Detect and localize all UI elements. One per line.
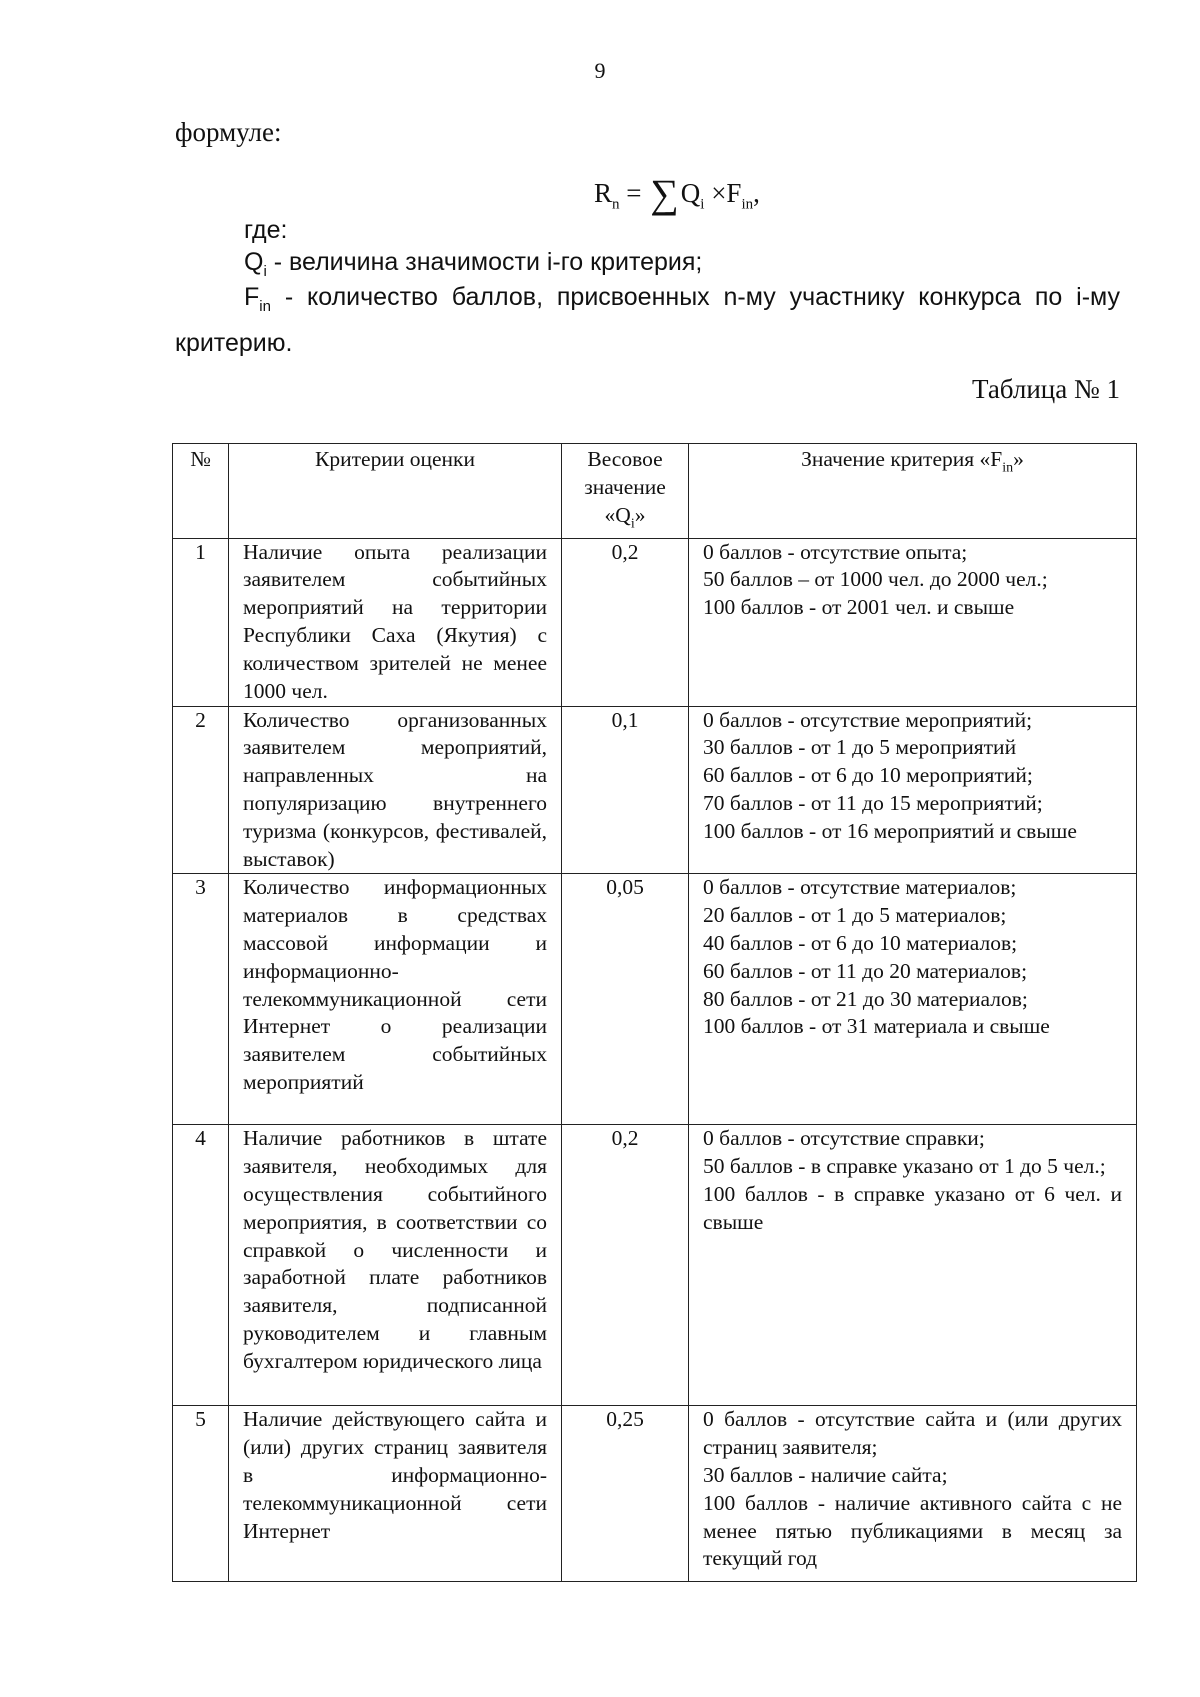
score-line: 70 баллов - от 11 до 15 мероприятий; <box>703 791 1043 816</box>
formula <box>594 170 760 217</box>
score-line: 50 баллов – от 1000 чел. до 2000 чел.; <box>703 567 1048 592</box>
table-header-row <box>173 444 1137 539</box>
row-number: 3 <box>173 874 229 1125</box>
definition-f-sub: in <box>259 298 271 315</box>
criteria-table <box>172 443 1137 1582</box>
row-criterion: Наличие опыта реализации заявителем событийных мероприятий на территории Республики Саха (Якутия) с количеством зрителей не менее 1000 чел. <box>229 538 562 706</box>
row-weight: 0,05 <box>562 874 689 1125</box>
formula-lhs: R <box>594 178 613 208</box>
table-row <box>173 874 1137 1125</box>
score-line: 30 баллов - наличие сайта; <box>703 1463 948 1488</box>
formula-f: F <box>726 178 742 208</box>
header-value <box>689 444 1137 539</box>
definition-q-symbol: Q <box>244 248 264 276</box>
row-scores <box>689 1406 1137 1582</box>
row-number: 2 <box>173 706 229 874</box>
definition-q-sub: i <box>263 263 267 280</box>
row-weight: 0,1 <box>562 706 689 874</box>
score-line: 60 баллов - от 6 до 10 мероприятий; <box>703 763 1033 788</box>
row-number: 5 <box>173 1406 229 1582</box>
score-line: 0 баллов - отсутствие материалов; <box>703 875 1017 900</box>
header-criterion: Критерии оценки <box>229 444 562 539</box>
formula-times: × <box>711 178 727 208</box>
header-weight-close: » <box>634 502 646 527</box>
row-scores <box>689 1125 1137 1406</box>
row-weight: 0,25 <box>562 1406 689 1582</box>
row-scores <box>689 874 1137 1125</box>
row-criterion: Наличие действующего сайта и (или) других страниц заявителя в информационно-телекоммуникационной сети Интернет <box>229 1406 562 1582</box>
score-line: 100 баллов - от 16 мероприятий и свыше <box>703 818 1077 843</box>
row-number: 1 <box>173 538 229 706</box>
score-line: 0 баллов - отсутствие сайта и (или других страниц заявителя; <box>703 1407 1122 1460</box>
row-scores <box>689 706 1137 874</box>
row-criterion: Количество организованных заявителем мероприятий, направленных на популяризацию внутреннего туризма (конкурсов, фестивалей, выставок) <box>229 706 562 874</box>
row-scores <box>689 538 1137 706</box>
row-criterion: Наличие работников в штате заявителя, необходимых для осуществления событийного мероприятия, в соответствии со справкой о численности и заработной плате работников заявителя, подписанной руководителем и главным бухгалтером юридического лица <box>229 1125 562 1406</box>
where-line: где: <box>244 216 288 244</box>
score-line: 30 баллов - от 1 до 5 мероприятий <box>703 735 1017 760</box>
definition-f-text: - количество баллов, присвоенных n-му участнику конкурса по i-му критерию. <box>175 283 1120 357</box>
intro-word: формуле: <box>175 117 282 147</box>
score-line: 0 баллов - отсутствие опыта; <box>703 539 968 564</box>
score-line: 100 баллов - в справке указано от 6 чел. и свыше <box>703 1182 1122 1234</box>
header-value-text: Значение критерия «F <box>801 447 1003 471</box>
row-weight: 0,2 <box>562 538 689 706</box>
formula-sigma: ∑ <box>650 171 679 216</box>
row-criterion: Количество информационных материалов в средствах массовой информации и информационно-телекоммуникационной сети Интернет о реализации заявителем событийных мероприятий <box>229 874 562 1125</box>
row-weight: 0,2 <box>562 1125 689 1406</box>
score-line: 100 баллов - от 31 материала и свыше <box>703 1014 1050 1039</box>
header-value-close: » <box>1013 447 1024 471</box>
formula-trail: , <box>753 178 760 208</box>
table-row <box>173 1406 1137 1582</box>
definition-q-text: - величина значимости i-го критерия; <box>266 248 703 276</box>
score-line: 100 баллов - от 2001 чел. и свыше <box>703 595 1015 620</box>
header-value-sub: in <box>1002 460 1014 476</box>
header-number: № <box>173 444 229 539</box>
table-row <box>173 706 1137 874</box>
score-line: 80 баллов - от 21 до 30 материалов; <box>703 986 1028 1011</box>
table-caption: Таблица № 1 <box>972 374 1120 404</box>
table-row <box>173 538 1137 706</box>
page-number: 9 <box>594 58 606 83</box>
formula-lhs-sub: n <box>612 196 620 213</box>
header-weight <box>562 444 689 539</box>
definition-f-symbol: F <box>244 283 260 311</box>
formula-f-sub: in <box>741 196 754 213</box>
row-number: 4 <box>173 1125 229 1406</box>
score-line: 40 баллов - от 6 до 10 материалов; <box>703 931 1018 956</box>
definition-f <box>175 279 1120 361</box>
formula-q: Q <box>680 178 701 208</box>
header-weight-text: Весовое значение «Q <box>584 447 666 527</box>
header-weight-sub: i <box>630 515 635 531</box>
table-row <box>173 1125 1137 1406</box>
formula-q-sub: i <box>700 196 705 213</box>
score-line: 100 баллов - наличие активного сайта с не менее пятью публикациями в месяц за текущий год <box>703 1490 1122 1571</box>
score-line: 0 баллов - отсутствие мероприятий; <box>703 707 1033 732</box>
score-line: 60 баллов - от 11 до 20 материалов; <box>703 958 1028 983</box>
formula-eq: = <box>626 178 642 208</box>
score-line: 50 баллов - в справке указано от 1 до 5 чел.; <box>703 1154 1106 1179</box>
score-line: 0 баллов - отсутствие справки; <box>703 1126 985 1151</box>
score-line: 20 баллов - от 1 до 5 материалов; <box>703 903 1007 928</box>
